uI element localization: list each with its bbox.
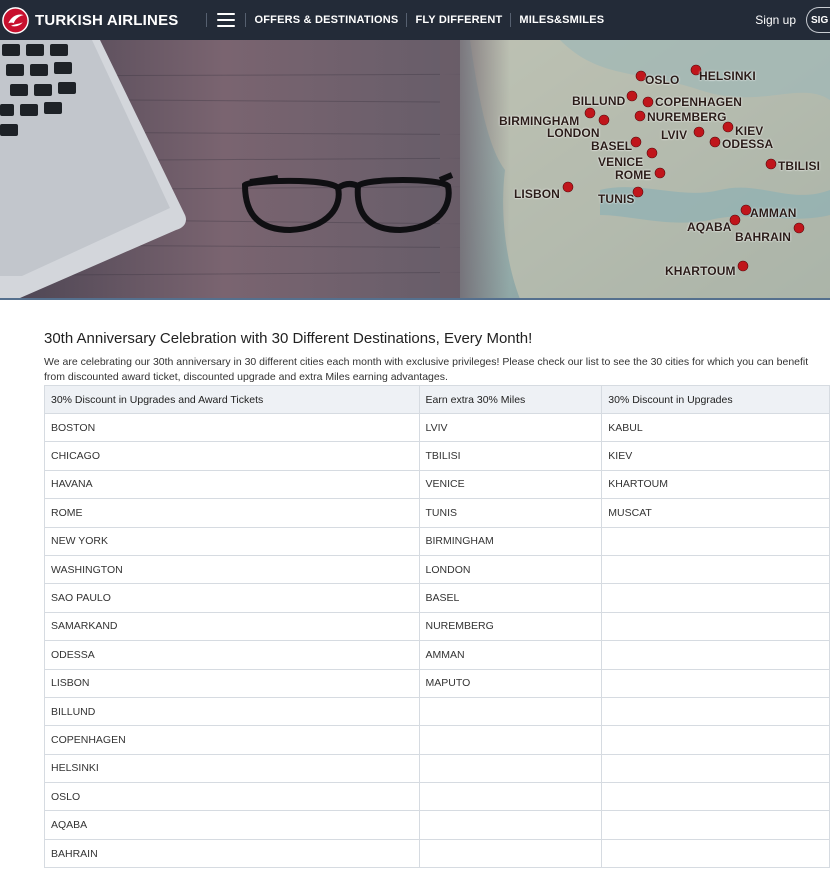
map-city-label: LISBON: [514, 187, 560, 201]
table-cell: BIRMINGHAM: [419, 527, 602, 555]
map-city-label: TUNIS: [598, 192, 635, 206]
table-cell: KIEV: [602, 442, 830, 470]
table-row: [45, 641, 830, 669]
table-cell: WASHINGTON: [45, 555, 420, 583]
table-row: [45, 555, 830, 583]
top-navigation-bar: [0, 0, 830, 40]
table-header-row: [45, 386, 830, 414]
map-city-label: BASEL: [591, 139, 633, 153]
table-cell: OSLO: [45, 783, 420, 811]
table-cell: BILLUND: [45, 697, 420, 725]
table-cell: TUNIS: [419, 499, 602, 527]
map-city-label: OSLO: [645, 73, 680, 87]
table-row: [45, 783, 830, 811]
nav-fly-different[interactable]: FLY DIFFERENT: [415, 14, 503, 26]
table-row: [45, 697, 830, 725]
table-cell: SAMARKAND: [45, 612, 420, 640]
map-city-label: KIEV: [735, 124, 764, 138]
column-header-extra-miles: Earn extra 30% Miles: [419, 386, 602, 414]
table-cell: [602, 527, 830, 555]
hero-banner: [0, 40, 830, 299]
column-header-upgrades: 30% Discount in Upgrades: [602, 386, 830, 414]
table-cell: [419, 839, 602, 867]
map-city-label: AQABA: [687, 220, 732, 234]
map-city-label: LVIV: [661, 128, 688, 142]
table-row: [45, 839, 830, 867]
page-title: 30th Anniversary Celebration with 30 Different Destinations, Every Month!: [44, 330, 533, 347]
table-cell: SAO PAULO: [45, 584, 420, 612]
table-cell: BAHRAIN: [45, 839, 420, 867]
table-cell: [602, 811, 830, 839]
nav-offers-destinations[interactable]: OFFERS & DESTINATIONS: [254, 14, 399, 26]
table-cell: AQABA: [45, 811, 420, 839]
table-row: [45, 442, 830, 470]
table-row: [45, 726, 830, 754]
brand-name: TURKISH AIRLINES: [35, 11, 179, 29]
table-cell: HELSINKI: [45, 754, 420, 782]
table-cell: TBILISI: [419, 442, 602, 470]
map-city-label: TBILISI: [778, 159, 821, 173]
nav-miles-smiles[interactable]: MILES&SMILES: [519, 14, 605, 26]
destinations-table: [44, 385, 830, 868]
column-header-upgrades-award: 30% Discount in Upgrades and Award Tickets: [45, 386, 420, 414]
table-body: [45, 414, 830, 868]
table-cell: LISBON: [45, 669, 420, 697]
map-city-label: VENICE: [598, 155, 644, 169]
table-cell: LONDON: [419, 555, 602, 583]
map-city-label: BAHRAIN: [735, 230, 792, 244]
table-cell: VENICE: [419, 470, 602, 498]
table-cell: [602, 641, 830, 669]
menu-icon[interactable]: [217, 13, 235, 27]
table-cell: NUREMBERG: [419, 612, 602, 640]
table-row: [45, 754, 830, 782]
brand-link[interactable]: [0, 0, 178, 40]
table-row: [45, 811, 830, 839]
table-cell: HAVANA: [45, 470, 420, 498]
turkish-airlines-logo-icon: [2, 7, 29, 34]
table-row: [45, 527, 830, 555]
map-city-label: KHARTOUM: [665, 264, 736, 278]
table-cell: [419, 726, 602, 754]
table-cell: [602, 612, 830, 640]
table-cell: [419, 754, 602, 782]
map-city-label: BIRMINGHAM: [499, 114, 580, 128]
table-cell: NEW YORK: [45, 527, 420, 555]
table-row: [45, 470, 830, 498]
table-cell: [602, 754, 830, 782]
hero-divider: [0, 298, 830, 300]
table-cell: CHICAGO: [45, 442, 420, 470]
table-cell: AMMAN: [419, 641, 602, 669]
table-row: [45, 584, 830, 612]
map-city-label: COPENHAGEN: [655, 95, 743, 109]
main-content: [44, 330, 830, 385]
sign-up-link[interactable]: Sign up: [755, 13, 796, 27]
table-cell: BASEL: [419, 584, 602, 612]
table-cell: [602, 783, 830, 811]
map-city-label: HELSINKI: [699, 69, 756, 83]
table-row: [45, 669, 830, 697]
table-cell: KHARTOUM: [602, 470, 830, 498]
table-row: [45, 414, 830, 442]
table-row: [45, 499, 830, 527]
map-city-label: AMMAN: [750, 206, 797, 220]
table-cell: [419, 697, 602, 725]
table-cell: BOSTON: [45, 414, 420, 442]
table-cell: MUSCAT: [602, 499, 830, 527]
table-row: [45, 612, 830, 640]
table-cell: [602, 697, 830, 725]
table-cell: [602, 839, 830, 867]
table-cell: [602, 726, 830, 754]
table-cell: LVIV: [419, 414, 602, 442]
table-cell: [602, 555, 830, 583]
nav-divider: [206, 13, 207, 27]
table-cell: ROME: [45, 499, 420, 527]
table-cell: ODESSA: [45, 641, 420, 669]
table-cell: MAPUTO: [419, 669, 602, 697]
table-cell: [602, 669, 830, 697]
map-city-label: LONDON: [547, 126, 600, 140]
intro-text: We are celebrating our 30th anniversary in 30 different cities each month with exclusive privileges! Please check our list to see the 30 cities for which you can benefit from discounted award ticket, discounted upgrade and extra Miles earning advantages.: [44, 356, 809, 383]
map-city-label: BILLUND: [572, 94, 626, 108]
table-cell: KABUL: [602, 414, 830, 442]
table-cell: [602, 584, 830, 612]
sign-in-button[interactable]: SIG: [806, 7, 830, 33]
map-city-label: NUREMBERG: [647, 110, 727, 124]
map-city-label: ROME: [615, 168, 652, 182]
table-cell: [419, 783, 602, 811]
map-city-label: ODESSA: [722, 137, 774, 151]
table-cell: COPENHAGEN: [45, 726, 420, 754]
table-cell: [419, 811, 602, 839]
